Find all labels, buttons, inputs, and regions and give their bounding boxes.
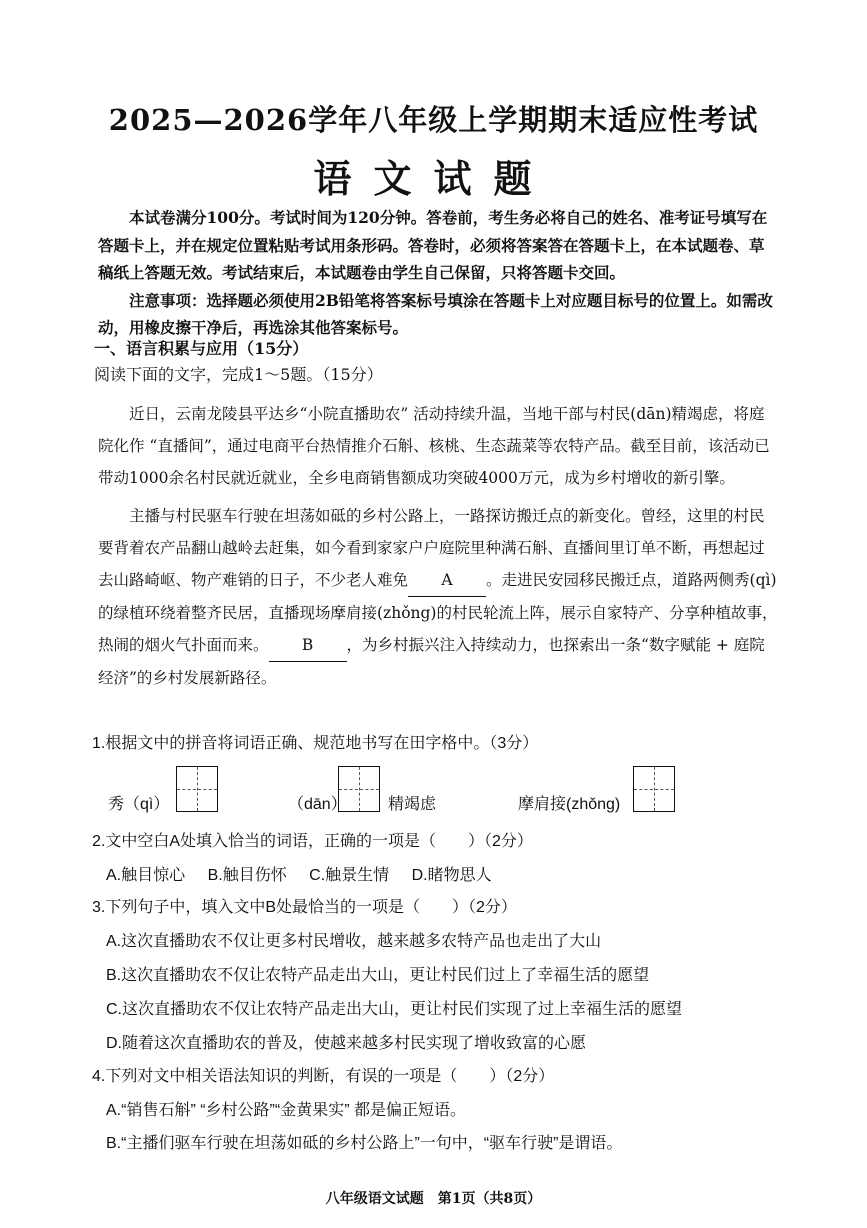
page-footer: 八年级语文试题 第1页（共8页）: [325, 1191, 542, 1207]
question-2-options: [106, 862, 510, 885]
option-a[interactable]: A.触目惊心: [106, 867, 186, 884]
passage-text: 。走进民安园移民搬迁点，道路两侧秀(qì)的绿植环绕着整齐民居，直播现场摩肩接(zhǒng)的村民轮流上阵，展示自家特产、分享种植故事，热闹的烟火气扑面而来。: [98, 571, 778, 654]
grid-suffix: 精竭虑: [388, 796, 437, 813]
reading-instruction: 阅读下面的文字，完成1～5题。（15分）: [94, 365, 383, 384]
passage-text: ，为乡村振兴注入持续动力，也探索出一条“数字赋能 + 庭院经济”的乡村发展新路径。: [98, 636, 765, 687]
option-a[interactable]: A.这次直播助农不仅让更多村民增收，越来越多农特产品也走出了大山: [106, 933, 602, 950]
grid-label: （dān）: [288, 796, 347, 813]
notice-paragraph: 注意事项：选择题必须使用2B铅笔将答案标号填涂在答题卡上对应题目标号的位置上。如需改动，用橡皮擦干净后，再选涂其他答案标号。: [98, 290, 773, 337]
blank-b: B: [269, 629, 347, 662]
option-b[interactable]: B.这次直播助农不仅让农特产品走出大山，更让村民们过上了幸福生活的愿望: [106, 967, 650, 984]
passage-text: 主播与村民驱车行驶在坦荡如砥的乡村公路上，一路探访搬迁点的新变化。曾经，这里的村民要背着农产品翻山越岭去赶集，如今看到家家户户庭院里种满石斛、直播间里订单不断，再想起过去山路崎岖、物产难销的日子，不少老人难免: [98, 507, 765, 589]
blank-a: A: [408, 564, 486, 597]
question-4-stem: 4.下列对文中相关语法知识的判断，有误的一项是（ ）（2分）: [92, 1068, 555, 1085]
tian-grid-box[interactable]: [633, 766, 675, 812]
subject-title: 语文试题: [313, 156, 554, 201]
instructions: [98, 204, 778, 342]
reading-passage: [98, 398, 778, 700]
passage-paragraph-2: [98, 500, 778, 694]
question-1-stem: 1.根据文中的拼音将词语正确、规范地书写在田字格中。（3分）: [92, 735, 539, 752]
question-3-stem: 3.下列句子中，填入文中B处最恰当的一项是（ ）（2分）: [92, 899, 517, 916]
passage-paragraph-1: 近日，云南龙陵县平达乡“小院直播助农” 活动持续升温，当地干部与村民(dān)精竭虑，将庭院化作 “直播间”，通过电商平台热情推介石斛、核桃、生态蔬菜等农特产品。截至目前，该活动已带动1000余名村民就近就业，全乡电商销售额成功突破4000万元，成为乡村增收的新引擎。: [98, 405, 770, 487]
option-d[interactable]: D.随着这次直播助农的普及，使越来越多村民实现了增收致富的心愿: [106, 1035, 587, 1052]
exam-title: 2025—2026学年八年级上学期期末适应性考试: [108, 103, 759, 137]
tian-grid-box[interactable]: [338, 766, 380, 812]
option-b[interactable]: B.触目伤怀: [207, 867, 287, 884]
option-a[interactable]: A.“销售石斛” “乡村公路”“金黄果实” 都是偏正短语。: [106, 1102, 466, 1119]
instructions-paragraph: 本试卷满分100分。考试时间为120分钟。答卷前，考生务必将自己的姓名、准考证号填写在答题卡上，并在规定位置粘贴考试用条形码。答卷时，必须将答案答在答题卡上，在本试题卷、草稿纸上答题无效。考试结束后，本试题卷由学生自己保留，只将答题卡交回。: [98, 208, 768, 282]
question-2-stem: 2.文中空白A处填入恰当的词语，正确的一项是（ ）（2分）: [92, 833, 533, 850]
grid-label: 摩肩接(zhǒng): [518, 796, 621, 813]
question-1-grids: [108, 766, 708, 820]
option-d[interactable]: D.睹物思人: [411, 867, 492, 884]
tian-grid-box[interactable]: [176, 766, 218, 812]
grid-label: 秀（qì）: [108, 796, 170, 813]
option-c[interactable]: C.触景生情: [309, 867, 390, 884]
option-c[interactable]: C.这次直播助农不仅让农特产品走出大山，更让村民们实现了过上幸福生活的愿望: [106, 1001, 683, 1018]
option-b[interactable]: B.“主播们驱车行驶在坦荡如砥的乡村公路上”一句中，“驱车行驶”是谓语。: [106, 1135, 623, 1152]
section-heading: 一、语言积累与应用（15分）: [94, 339, 309, 358]
